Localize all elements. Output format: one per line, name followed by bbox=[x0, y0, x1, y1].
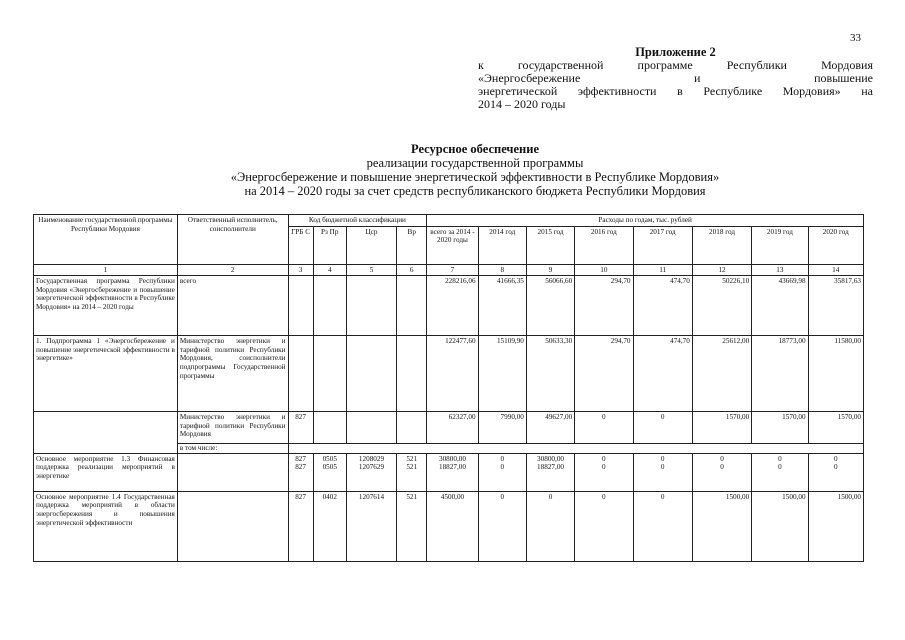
resource-table bbox=[33, 214, 864, 562]
cell-value: 0 bbox=[633, 491, 692, 561]
column-number: 13 bbox=[752, 264, 808, 276]
cell-value: 11580,00 bbox=[808, 336, 863, 412]
header-year: 2015 год bbox=[526, 226, 574, 264]
cell-value: 0 0 bbox=[692, 453, 751, 491]
row-executor: Министерство энергетики и тарифной политики Республики Мордовия, соисполнители подпрограммы Государственной программы bbox=[177, 336, 288, 412]
cell-csr bbox=[346, 336, 396, 412]
column-number: 11 bbox=[633, 264, 692, 276]
cell-grbs: 827 bbox=[288, 412, 313, 444]
table-row bbox=[34, 412, 864, 444]
cell-rzpr bbox=[313, 276, 346, 336]
table-row bbox=[34, 336, 864, 412]
header-rzpr: Рз Пр bbox=[313, 226, 346, 264]
cell-value: 1500,00 bbox=[692, 491, 751, 561]
heading-line: «Энергосбережение и повышение энергетической эффективности в Республике Мордовия» bbox=[230, 170, 720, 184]
header-vr: Вр bbox=[397, 226, 427, 264]
header-csr: Цср bbox=[346, 226, 396, 264]
cell-grbs: 827 827 bbox=[288, 453, 313, 491]
column-number: 14 bbox=[808, 264, 863, 276]
cell-grbs bbox=[288, 336, 313, 412]
cell-vr bbox=[397, 412, 427, 444]
cell-value: 294,70 bbox=[575, 276, 633, 336]
appendix-line: энергетической эффективности в Республике Мордовия» на bbox=[478, 84, 873, 98]
cell-value: 30800,00 18827,00 bbox=[526, 453, 574, 491]
appendix-block bbox=[478, 46, 873, 111]
cell-grbs: 827 bbox=[288, 491, 313, 561]
row-executor: всего bbox=[177, 276, 288, 336]
cell-value: 25612,00 bbox=[692, 336, 751, 412]
header-expenses: Расходы по годам, тыс. рублей bbox=[427, 215, 864, 227]
header-year: 2016 год bbox=[575, 226, 633, 264]
cell-vr bbox=[397, 336, 427, 412]
cell-value: 0 bbox=[526, 491, 574, 561]
empty-cell bbox=[288, 444, 863, 454]
cell-total: 62327,00 bbox=[427, 412, 478, 444]
cell-value: 0 bbox=[633, 412, 692, 444]
column-number: 8 bbox=[478, 264, 526, 276]
cell-rzpr: 0402 bbox=[313, 491, 346, 561]
column-number: 2 bbox=[177, 264, 288, 276]
cell-value: 41666,35 bbox=[478, 276, 526, 336]
row-executor: в том числе: bbox=[177, 444, 288, 454]
column-number: 10 bbox=[575, 264, 633, 276]
header-total: всего за 2014 - 2020 годы bbox=[427, 226, 478, 264]
cell-value: 474,70 bbox=[633, 276, 692, 336]
row-name: 1. Подпрограмма 1 «Энергосбережение и повышение энергетической эффективности в энергетике» bbox=[34, 336, 178, 412]
column-number: 4 bbox=[313, 264, 346, 276]
cell-value: 0 0 bbox=[478, 453, 526, 491]
cell-total: 228216,06 bbox=[427, 276, 478, 336]
appendix-line: «Энергосбережение и повышение bbox=[478, 71, 873, 85]
appendix-line: 2014 – 2020 годы bbox=[478, 97, 566, 111]
cell-value: 0 bbox=[478, 491, 526, 561]
header-year: 2018 год bbox=[692, 226, 751, 264]
row-name: Основное мероприятие 1.4 Государственная поддержка мероприятий в области энергосбережения и повышения энергетической эффективности bbox=[34, 491, 178, 561]
cell-total: 4500,00 bbox=[427, 491, 478, 561]
column-number: 3 bbox=[288, 264, 313, 276]
cell-value: 7990,00 bbox=[478, 412, 526, 444]
document-heading bbox=[150, 142, 800, 198]
cell-csr bbox=[346, 276, 396, 336]
cell-vr: 521 521 bbox=[397, 453, 427, 491]
cell-grbs bbox=[288, 276, 313, 336]
cell-vr: 521 bbox=[397, 491, 427, 561]
cell-value: 1570,00 bbox=[752, 412, 808, 444]
cell-value: 15109,90 bbox=[478, 336, 526, 412]
row-executor: Министерство энергетики и тарифной политики Республики Мордовия bbox=[177, 412, 288, 444]
cell-rzpr: 0505 0505 bbox=[313, 453, 346, 491]
header-year: 2014 год bbox=[478, 226, 526, 264]
column-number: 1 bbox=[34, 264, 178, 276]
header-budget-code: Код бюджетной классификации bbox=[288, 215, 427, 227]
header-executor: Ответственный исполнитель, соисполнители bbox=[177, 215, 288, 265]
column-number: 7 bbox=[427, 264, 478, 276]
row-executor bbox=[177, 491, 288, 561]
header-row bbox=[34, 215, 864, 227]
column-number: 12 bbox=[692, 264, 751, 276]
row-name: Государственная программа Республики Мордовия «Энергосбережение и повышение энергетической эффективности в Республике Мордовия» на 2014 – 2020 годы bbox=[34, 276, 178, 336]
heading-line: реализации государственной программы bbox=[366, 156, 584, 170]
cell-value: 1570,00 bbox=[692, 412, 751, 444]
cell-vr bbox=[397, 276, 427, 336]
table-row bbox=[34, 276, 864, 336]
cell-rzpr bbox=[313, 412, 346, 444]
cell-csr bbox=[346, 412, 396, 444]
cell-rzpr bbox=[313, 336, 346, 412]
cell-value: 0 0 bbox=[752, 453, 808, 491]
cell-csr: 1208029 1207629 bbox=[346, 453, 396, 491]
appendix-line: к государственной программе Республики Мордовия bbox=[478, 58, 873, 72]
header-grbs: ГРБ С bbox=[288, 226, 313, 264]
column-number: 6 bbox=[397, 264, 427, 276]
cell-value: 50633,30 bbox=[526, 336, 574, 412]
cell-value: 0 0 bbox=[633, 453, 692, 491]
cell-value: 0 bbox=[575, 491, 633, 561]
cell-total: 122477,60 bbox=[427, 336, 478, 412]
cell-value: 35817,63 bbox=[808, 276, 863, 336]
heading-line: на 2014 – 2020 годы за счет средств республиканского бюджета Республики Мордовия bbox=[244, 184, 706, 198]
heading-title: Ресурсное обеспечение bbox=[410, 142, 539, 156]
header-year: 2019 год bbox=[752, 226, 808, 264]
cell-value: 18773,00 bbox=[752, 336, 808, 412]
table-row bbox=[34, 491, 864, 561]
cell-value: 56066,60 bbox=[526, 276, 574, 336]
cell-value: 50226,10 bbox=[692, 276, 751, 336]
column-number-row bbox=[34, 264, 864, 276]
cell-csr: 1207614 bbox=[346, 491, 396, 561]
cell-value: 294,70 bbox=[575, 336, 633, 412]
cell-value: 474,70 bbox=[633, 336, 692, 412]
row-executor bbox=[177, 453, 288, 491]
table-row bbox=[34, 453, 864, 491]
column-number: 5 bbox=[346, 264, 396, 276]
header-year: 2020 год bbox=[808, 226, 863, 264]
header-year: 2017 год bbox=[633, 226, 692, 264]
cell-total: 30800,00 18827,00 bbox=[427, 453, 478, 491]
row-name-empty bbox=[34, 412, 178, 454]
cell-value: 0 bbox=[575, 412, 633, 444]
cell-value: 0 0 bbox=[808, 453, 863, 491]
cell-value: 1500,00 bbox=[752, 491, 808, 561]
cell-value: 43669,98 bbox=[752, 276, 808, 336]
cell-value: 1500,00 bbox=[808, 491, 863, 561]
column-number: 9 bbox=[526, 264, 574, 276]
header-name: Наименование государственной программы Республики Мордовия bbox=[34, 215, 178, 265]
cell-value: 1570,00 bbox=[808, 412, 863, 444]
row-name: Основное мероприятие 1.3 Финансовая поддержка реализации мероприятий в энергетике bbox=[34, 453, 178, 491]
cell-value: 49627,00 bbox=[526, 412, 574, 444]
page-number: 33 bbox=[850, 32, 861, 44]
appendix-title: Приложение 2 bbox=[635, 45, 716, 59]
cell-value: 0 0 bbox=[575, 453, 633, 491]
